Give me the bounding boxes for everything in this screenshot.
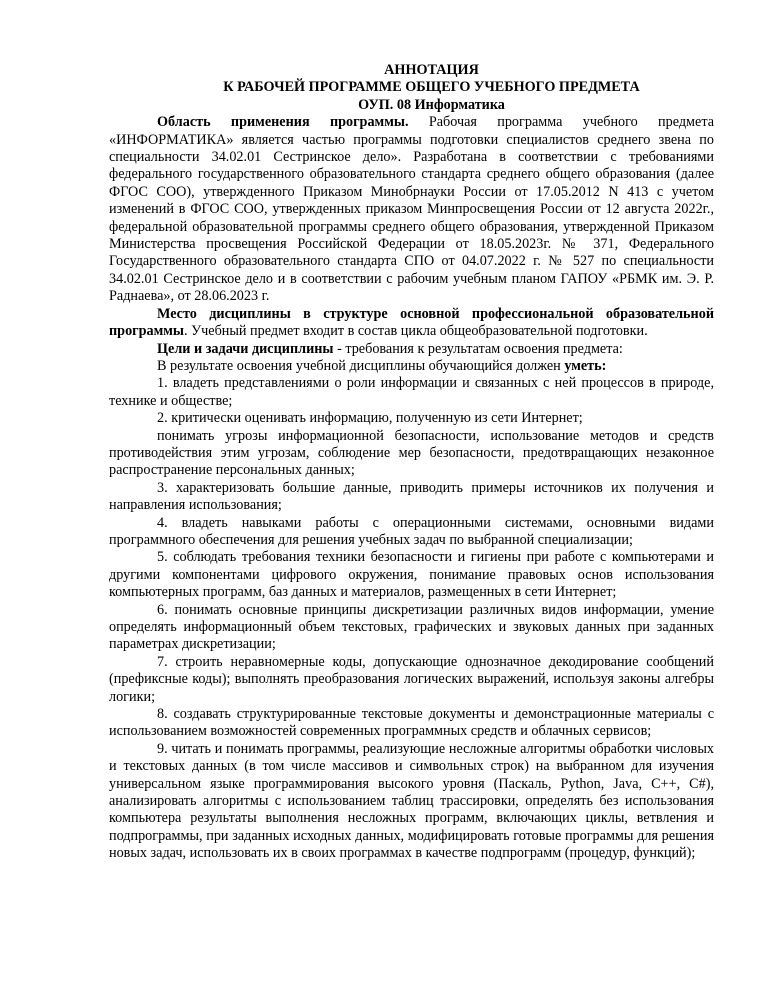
section-place-title: Место дисциплины в структуре основной профессиональной образовательной программы xyxy=(109,305,714,340)
list-item: 1. владеть представлениями о роли информации и связанных с ней процессов в природе, технике и обществе; xyxy=(109,375,714,409)
skills-intro-text: В результате освоения учебной дисциплины обучающийся должен xyxy=(157,357,565,374)
list-item: 7. строить неравномерные коды, допускающие однозначное декодирование сообщений (префиксные коды); выполнять преобразования логических выражений, используя законы алгебры логики; xyxy=(109,653,714,705)
list-item: 2. критически оценивать информацию, полученную из сети Интернет; xyxy=(157,410,583,427)
section-scope-text: Рабочая программа учебного предмета «ИНФОРМАТИКА» является частью программы подготовки специалистов среднего звена по специальности 34.02.01 Сестринское дело». Разработана в соответствии с требованиями федерального государственного образовательного стандарта среднего общего образования (далее ФГОС СОО), утвержденного Приказом Минобрнауки России от 17.05.2012 N 413 с учетом изменений в ФГОС СОО, утвержденных приказом Минпросвещения России от 12 августа 2022г., федеральной образовательной программы среднего общего образования, утвержденной Приказом Министерства просвещения Российской Федерации от 18.05.2023г. № 371, Федерального Государственного образовательного стандарта СПО от 04.07.2022 г. № 527 по специальности 34.02.01 Сестринское дело и в соответствии с рабочим учебным планом ГАПОУ «РБМК им. Э. Р. Раднаева», от 28.06.2023 г. xyxy=(109,114,714,305)
section-goals-text: - требования к результатам освоения предмета: xyxy=(333,340,623,357)
list-item: 5. соблюдать требования техники безопасности и гигиены при работе с компьютерами и другими компонентами цифрового окружения, понимание правовых основ использования компьютерных программ, баз данных и материалов, размещенных в сети Интернет; xyxy=(109,549,714,601)
list-item: понимать угрозы информационной безопасности, использование методов и средств противодействия этим угрозам, соблюдение мер безопасности, предотвращающих незаконное распространение персональных данных; xyxy=(109,427,714,479)
section-place xyxy=(109,306,714,341)
list-item: 9. читать и понимать программы, реализующие несложные алгоритмы обработки числовых и текстовых данных (в том числе массивов и символьных строк) на выбранном для изучения универсальном языке программирования высокого уровня (Паскаль, Python, Java, С++, С#), анализировать алгоритмы с использованием таблиц трассировки, определять без использования компьютера результаты выполнения несложных программ, включающих циклы, ветвления и подпрограммы, при заданных исходных данных, модифицировать готовые программы для решения новых задач, использовать их в своих программах в качестве подпрограмм (процедур, функций); xyxy=(109,740,714,862)
list-item: 8. создавать структурированные текстовые документы и демонстрационные материалы с использованием возможностей современных программных средств и облачных сервисов; xyxy=(109,706,714,740)
skills-intro xyxy=(109,358,714,375)
section-goals xyxy=(109,341,714,358)
section-goals-title: Цели и задачи дисциплины xyxy=(157,340,334,357)
section-scope xyxy=(109,114,714,305)
doc-subject: ОУП. 08 Информатика xyxy=(358,96,505,113)
list-item: 3. характеризовать большие данные, приводить примеры источников их получения и направления использования; xyxy=(109,479,714,514)
section-place-text: . Учебный предмет входит в состав цикла общеобразовательной подготовки. xyxy=(184,323,648,340)
list-item: 6. понимать основные принципы дискретизации различных видов информации, умение определять информационный объем текстовых, графических и звуковых данных при заданных параметрах дискретизации; xyxy=(109,601,714,653)
doc-subtitle: К РАБОЧЕЙ ПРОГРАММЕ ОБЩЕГО УЧЕБНОГО ПРЕДМЕТА xyxy=(223,79,640,96)
list-item: 4. владеть навыками работы с операционными системами, основными видами программного обеспечения для решения учебных задач по выбранной специализации; xyxy=(109,514,714,548)
doc-title: АННОТАЦИЯ xyxy=(384,62,479,78)
skills-intro-bold: уметь: xyxy=(564,357,607,374)
section-scope-title: Область применения программы. xyxy=(157,114,409,131)
